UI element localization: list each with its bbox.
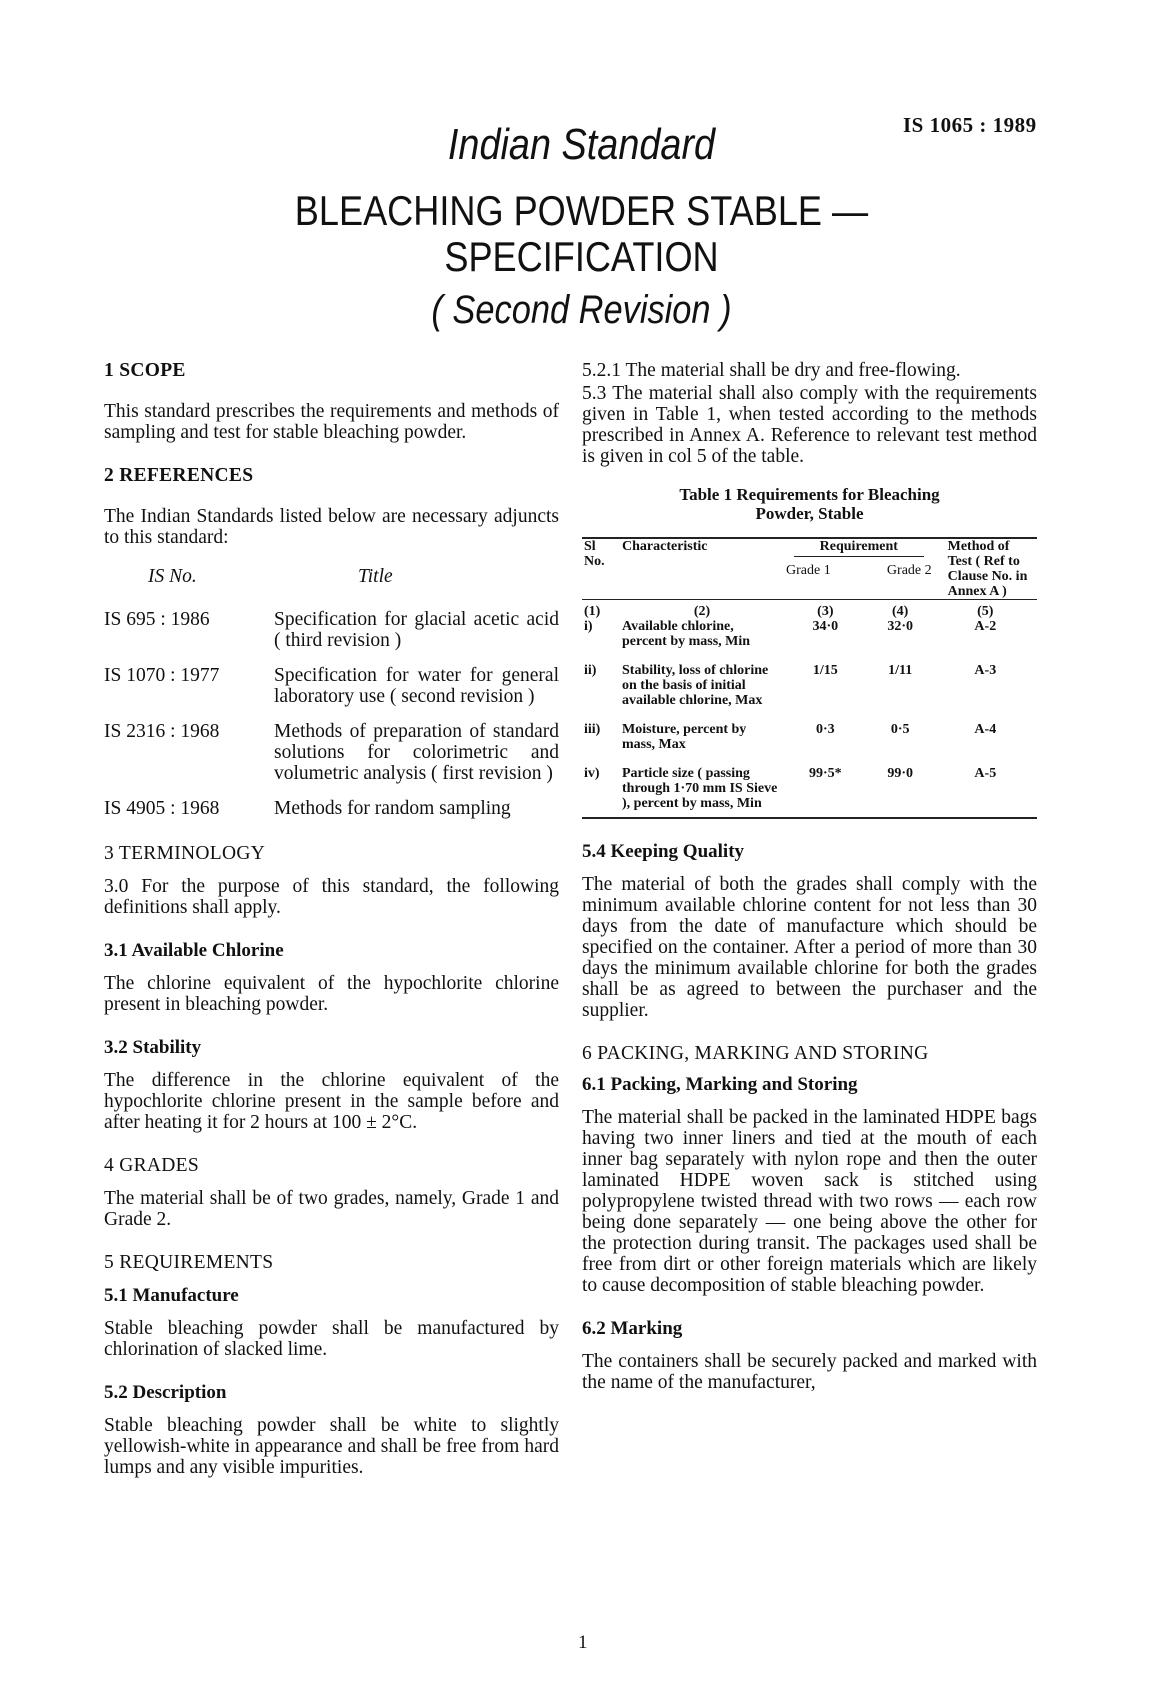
title-line-2: SPECIFICATION <box>444 233 719 280</box>
header-grade-1: Grade 1 <box>786 563 831 578</box>
title-line-1: BLEACHING POWDER STABLE — <box>294 187 869 234</box>
row-method: A-4 <box>974 722 997 737</box>
marking-text: The containers shall be securely packed and marked with the name of the manufacturer, <box>582 1351 1037 1393</box>
clause-5-3: 5.3 The material shall also comply with the requirements given in Table 1, when tested according to the methods prescribed in Annex A. Reference to relevant test method is given in col 5 of the table. <box>582 383 1037 467</box>
requirement-brace <box>794 556 924 561</box>
standard-number: IS 1065 : 1989 <box>903 113 1037 137</box>
row-characteristic: Moisture, percent by mass, Max <box>622 722 747 752</box>
revision-label: ( Second Revision ) <box>431 288 732 332</box>
requirements-table <box>582 537 1037 819</box>
col-num: (1) <box>584 604 601 619</box>
manufacture-heading: 5.1 Manufacture <box>104 1285 239 1306</box>
header-requirement <box>784 539 934 600</box>
ref-col-no: IS No. <box>148 566 197 587</box>
row-grade-1: 1/15 <box>812 663 838 678</box>
available-chlorine-text: The chlorine equivalent of the hypochlorite chlorine present in bleaching powder. <box>104 973 559 1015</box>
table-row <box>582 722 1037 766</box>
header-requirement-label: Requirement <box>819 539 898 554</box>
col-num: (5) <box>977 604 994 619</box>
row-characteristic: Available chlorine, percent by mass, Min <box>622 619 751 649</box>
row-characteristic: Stability, loss of chlorine on the basis of initial available chlorine, Max <box>622 663 769 708</box>
reference-number: IS 1070 : 1977 <box>104 665 220 686</box>
ref-col-title: Title <box>358 566 393 587</box>
document-title <box>81 188 1081 280</box>
grades-text: The material shall be of two grades, namely, Grade 1 and Grade 2. <box>104 1188 559 1230</box>
stability-text: The difference in the chlorine equivalent of the hypochlorite chlorine present in the sample before and after heating it for 2 hours at 100 ± 2°C. <box>104 1070 559 1133</box>
row-sl: iii) <box>584 722 601 737</box>
standard-label: Indian Standard <box>447 120 716 169</box>
left-column <box>104 360 559 1500</box>
packing-text: The material shall be packed in the laminated HDPE bags having two inner liners and tied at the mouth of each inner bag separately with nylon rope and then the outer laminated HDPE woven sack is stitched using polypropylene twisted thread with two rows — each row being done separately — one being above the other for the protection during transit. The packages used shall be free from dirt or other foreign materials which are likely to cause decomposition of stable bleaching powder. <box>582 1107 1037 1296</box>
row-grade-2: 1/11 <box>888 663 913 678</box>
reference-number: IS 4905 : 1968 <box>104 798 220 819</box>
row-grade-1: 0·3 <box>816 722 835 737</box>
row-grade-2: 0·5 <box>890 722 910 737</box>
row-sl: ii) <box>584 663 597 678</box>
manufacture-text: Stable bleaching powder shall be manufactured by chlorination of slacked lime. <box>104 1318 559 1360</box>
col-num: (3) <box>817 604 834 619</box>
row-grade-2: 99·0 <box>887 766 913 781</box>
header-grade-2: Grade 2 <box>886 563 932 578</box>
row-grade-1: 34·0 <box>812 619 839 634</box>
reference-title: Methods of preparation of standard solutions for colorimetric and volumetric analysis ( first revision ) <box>274 721 559 784</box>
packing-heading: 6 PACKING, MARKING AND STORING <box>582 1043 929 1064</box>
row-characteristic: Particle size ( passing through 1·70 mm IS Sieve ), percent by mass, Min <box>622 766 778 811</box>
header-method: Method of Test ( Ref to Clause No. in Annex A ) <box>947 539 1028 599</box>
description-text: Stable bleaching powder shall be white to slightly yellowish-white in appearance and shall be free from hard lumps and any visible impurities. <box>104 1415 559 1478</box>
stability-heading: 3.2 Stability <box>104 1037 202 1058</box>
terminology-text: 3.0 For the purpose of this standard, the following definitions shall apply. <box>104 876 559 918</box>
reference-number: IS 2316 : 1968 <box>104 721 220 742</box>
column-number-row <box>582 604 1037 619</box>
reference-title: Methods for random sampling <box>274 798 511 819</box>
table-caption <box>582 485 1037 523</box>
packing-subheading: 6.1 Packing, Marking and Storing <box>582 1074 858 1095</box>
col-num: (4) <box>891 604 909 619</box>
table-header-row <box>582 539 1037 600</box>
table-row <box>582 663 1037 722</box>
header-sl: Sl No. <box>584 539 605 569</box>
grades-heading: 4 GRADES <box>104 1155 200 1176</box>
page-number: 1 <box>578 1632 588 1653</box>
scope-text: This standard prescribes the requirements and methods of sampling and test for stable bleaching powder. <box>104 401 559 443</box>
references-header <box>104 566 559 587</box>
available-chlorine-heading: 3.1 Available Chlorine <box>104 940 284 961</box>
reference-row <box>104 721 559 784</box>
references-heading: 2 REFERENCES <box>104 465 254 486</box>
row-sl: iv) <box>584 766 600 781</box>
description-heading: 5.2 Description <box>104 1382 227 1403</box>
terminology-heading: 3 TERMINOLOGY <box>104 843 266 864</box>
reference-row <box>104 609 559 651</box>
row-method: A-2 <box>974 619 997 634</box>
right-column <box>582 360 1037 1415</box>
reference-title: Specification for water for general laboratory use ( second revision ) <box>274 665 559 707</box>
table-row <box>582 619 1037 663</box>
references-intro: The Indian Standards listed below are necessary adjuncts to this standard: <box>104 506 559 548</box>
table-caption-line-1: Table 1 Requirements for Bleaching <box>679 485 940 504</box>
reference-row <box>104 665 559 707</box>
table-row <box>582 766 1037 818</box>
clause-5-2-1: 5.2.1 The material shall be dry and free-flowing. <box>582 360 961 381</box>
reference-number: IS 695 : 1986 <box>104 609 210 630</box>
row-method: A-5 <box>974 766 997 781</box>
table-caption-line-2: Powder, Stable <box>755 504 864 523</box>
keeping-quality-heading: 5.4 Keeping Quality <box>582 841 745 862</box>
col-num: (2) <box>693 604 711 619</box>
header-characteristic: Characteristic <box>622 539 708 554</box>
marking-heading: 6.2 Marking <box>582 1318 683 1339</box>
row-grade-1: 99·5* <box>809 766 842 781</box>
reference-title: Specification for glacial acetic acid ( third revision ) <box>274 609 559 651</box>
row-grade-2: 32·0 <box>887 619 913 634</box>
row-sl: i) <box>584 619 593 634</box>
requirements-heading: 5 REQUIREMENTS <box>104 1252 274 1273</box>
reference-row <box>104 798 559 819</box>
grade-headers <box>786 563 932 578</box>
keeping-quality-text: The material of both the grades shall comply with the minimum available chlorine content for not less than 30 days from the date of manufacture which should be specified on the container. After a period of more than 30 days the minimum available chlorine for both the grades shall be as agreed to between the purchaser and the supplier. <box>582 874 1037 1021</box>
scope-heading: 1 SCOPE <box>104 360 186 381</box>
row-method: A-3 <box>974 663 997 678</box>
